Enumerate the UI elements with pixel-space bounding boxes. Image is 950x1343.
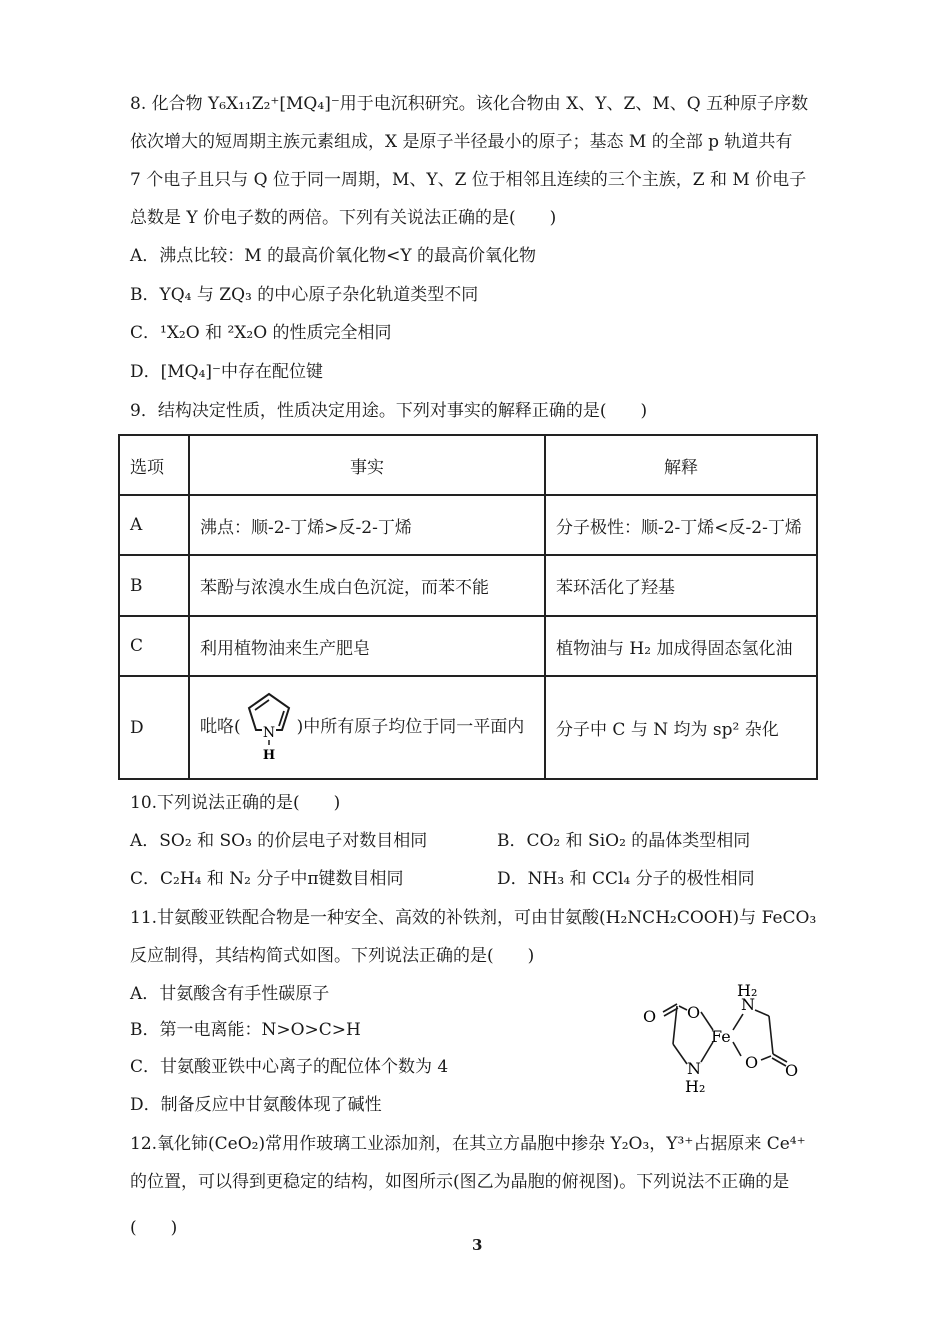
- pyrrole-h-label: H: [262, 748, 275, 762]
- q12-stem-line3: ( ): [130, 1218, 178, 1238]
- q8-option-a: A．沸点比较：M 的最高价氧化物<Y 的最高价氧化物: [130, 246, 536, 266]
- n-top-h2: H₂: [737, 982, 758, 1000]
- q8-option-c: C．¹X₂O 和 ²X₂O 的性质完全相同: [130, 323, 392, 343]
- table-header-row: [119, 435, 817, 495]
- q8-stem-line1: 8. 化合物 Y₆X₁₁Z₂⁺[MQ₄]⁻用于电沉积研究。该化合物由 X、Y、Z、M、Q 五种原子序数: [130, 94, 809, 114]
- ring-n-bottom: N: [687, 1059, 701, 1078]
- q9-stem: 9．结构决定性质，性质决定用途。下列对事实的解释正确的是( ): [130, 401, 648, 421]
- ring-o-right: O: [745, 1053, 759, 1072]
- row-explanation: 植物油与 H₂ 加成得固态氢化油: [545, 616, 817, 676]
- ferrous-glycinate-structure: [635, 982, 810, 1105]
- q11-option-a: A．甘氨酸含有手性碳原子: [130, 984, 330, 1004]
- q10-option-c: C．C₂H₄ 和 N₂ 分子中π键数目相同: [130, 869, 404, 889]
- fact-prefix: 吡咯(: [200, 717, 241, 737]
- row-explanation: 分子中 C 与 N 均为 sp² 杂化: [545, 676, 817, 779]
- table-row: [119, 555, 817, 616]
- q11-stem-line2: 反应制得，其结构简式如图。下列说法正确的是( ): [130, 946, 535, 966]
- q12-stem-line1: 12.氧化铈(CeO₂)常用作玻璃工业添加剂，在其立方晶胞中掺杂 Y₂O₃，Y³⁺占据原来 Ce⁴⁺: [130, 1134, 806, 1154]
- fact-suffix: )中所有原子均位于同一平面内: [296, 717, 525, 737]
- row-option: D: [119, 676, 189, 779]
- row-explanation: 苯环活化了羟基: [545, 555, 817, 616]
- header-explanation: 解释: [545, 435, 817, 495]
- page-number: 3: [472, 1236, 483, 1254]
- q12-stem-line2: 的位置，可以得到更稳定的结构，如图所示(图乙为晶胞的俯视图)。下列说法不正确的是: [130, 1172, 790, 1192]
- row-option: C: [119, 616, 189, 676]
- row-option: A: [119, 495, 189, 555]
- pyrrole-n-label: N: [262, 725, 275, 741]
- row-option: B: [119, 555, 189, 616]
- q8-option-b: B．YQ₄ 与 ZQ₃ 的中心原子杂化轨道类型不同: [130, 285, 479, 305]
- row-fact: 利用植物油来生产肥皂: [189, 616, 545, 676]
- q9-table: [118, 434, 818, 780]
- q8-stem-line3: 7 个电子且只与 Q 位于同一周期，M、Y、Z 位于相邻且连续的三个主族，Z 和 M 价电子: [130, 170, 807, 190]
- q11-option-b: B．第一电离能：N>O>C>H: [130, 1020, 361, 1040]
- pyrrole-structure: [241, 688, 297, 767]
- header-option: 选项: [119, 435, 189, 495]
- row-fact: 苯酚与浓溴水生成白色沉淀，而苯不能: [189, 555, 545, 616]
- q8-option-d: D．[MQ₄]⁻中存在配位键: [130, 362, 324, 382]
- q10-option-b: B．CO₂ 和 SiO₂ 的晶体类型相同: [497, 831, 751, 851]
- table-row: [119, 495, 817, 555]
- q11-option-c: C．甘氨酸亚铁中心离子的配位体个数为 4: [130, 1057, 449, 1077]
- carbonyl-o-right: O: [785, 1061, 799, 1080]
- table-row: [119, 616, 817, 676]
- table-row: [119, 676, 817, 779]
- q8-stem-line2: 依次增大的短周期主族元素组成，X 是原子半径最小的原子；基态 M 的全部 p 轨道共有: [130, 132, 793, 152]
- row-fact: 沸点：顺-2-丁烯>反-2-丁烯: [189, 495, 545, 555]
- carbonyl-o-left: O: [643, 1007, 657, 1026]
- ring-n-top: N: [741, 995, 755, 1014]
- q11-option-d: D．制备反应中甘氨酸体现了碱性: [130, 1095, 382, 1115]
- header-fact: 事实: [189, 435, 545, 495]
- n-bottom-h2: H₂: [685, 1077, 706, 1096]
- q10-option-d: D．NH₃ 和 CCl₄ 分子的极性相同: [497, 869, 755, 889]
- q8-stem-line4: 总数是 Y 价电子数的两倍。下列有关说法正确的是( ): [130, 208, 557, 228]
- ring-o-left: O: [687, 1003, 701, 1022]
- q10-stem: 10.下列说法正确的是( ): [130, 793, 341, 813]
- row-explanation: 分子极性：顺-2-丁烯<反-2-丁烯: [545, 495, 817, 555]
- q10-option-a: A．SO₂ 和 SO₃ 的价层电子对数目相同: [130, 831, 428, 851]
- q11-stem-line1: 11.甘氨酸亚铁配合物是一种安全、高效的补铁剂，可由甘氨酸(H₂NCH₂COOH)与 FeCO₃: [130, 908, 817, 928]
- row-fact: [189, 676, 545, 779]
- fe-center-label: Fe: [711, 1027, 731, 1046]
